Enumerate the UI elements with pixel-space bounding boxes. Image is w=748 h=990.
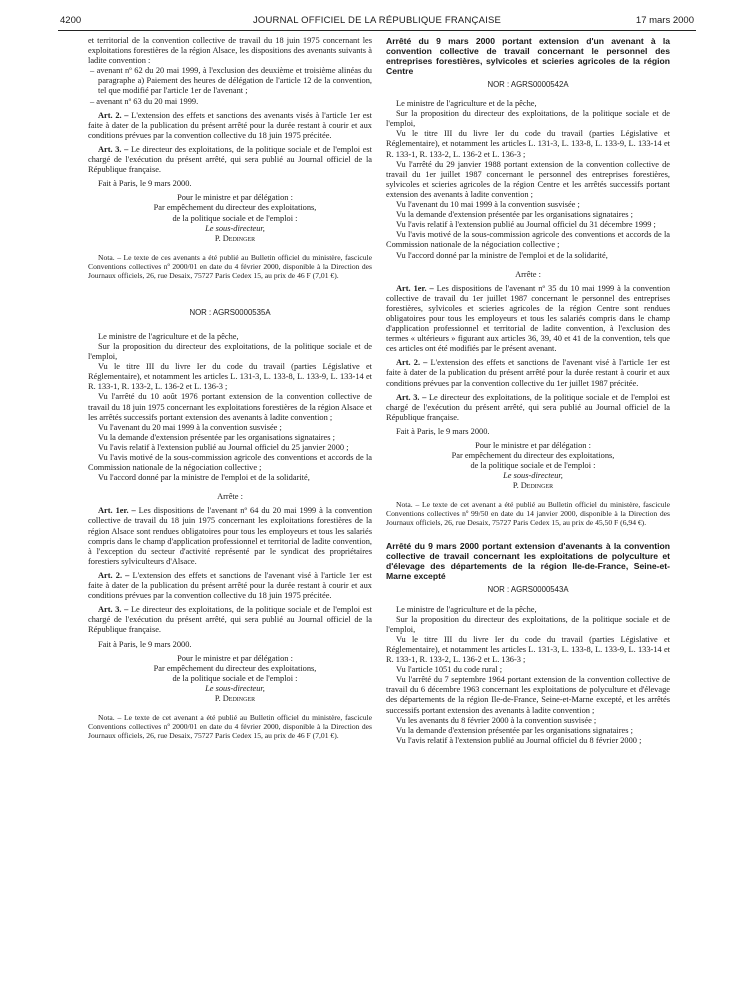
preamble: Vu l'arrêté du 10 août 1976 portant extension de la convention collective de travail du 18 juin 1975 concernant les exploitations forestières de la région Alsace et les arrêtés successifs portant extension des avenants à ladite convention ; <box>88 392 372 422</box>
preamble: Vu l'avis relatif à l'extension publié au Journal officiel du 25 janvier 2000 ; <box>98 442 349 452</box>
preamble-minister: Le ministre de l'agriculture et de la pêche, <box>98 331 239 341</box>
signature-block: Pour le ministre et par délégation : Par empêchement du directeur des exploitations, de la politique sociale et de l'emploi : Le sous-directeur, P. Dedinger <box>153 193 317 243</box>
header-rule <box>58 30 696 31</box>
preamble: Vu la demande d'extension présentée par les organisations signataires ; <box>396 210 633 220</box>
article-2: Art. 2. – L'extension des effets et sanctions de l'avenant visé à l'article 1er est faite à dater de la publication du présent arrêté pour la durée restant à courir et aux conditions prévues par la convention collective du 18 juin 1975 précitée. <box>88 570 372 601</box>
article-1: Art. 1er. – Les dispositions de l'avenant nº 64 du 20 mai 1999 à la convention collective de travail du 18 juin 1975 concernant les exploitations forestières de la région Alsace sont rendues obligatoires pour tous les employeurs et tous les salariés compris dans le champ d'application professionnel et territorial de ladite convention, à l'exception du secteur d'activité représenté par le syndicat des propriétaires forestiers sylviculteurs d'Alsace. <box>88 506 373 566</box>
preamble: Vu l'avenant du 10 mai 1999 à la convention susvisée ; <box>396 200 580 210</box>
preamble: Vu l'arrêté du 29 janvier 1988 portant extension de la convention collective de travail du 1er juillet 1987 concernant le personnel des entreprises forestières, sylvicoles et scieries agricoles de la région Centre et les arrêtés successifs portant extension des avenants à ladite convention ; <box>386 159 670 199</box>
article-2: Art. 2. – L'extension des effets et sanctions de l'avenant visé à l'article 1er est faite à dater de la publication du présent arrêté pour la durée restant à courir et aux conditions prévues par la convention collective du 1er juillet 1987 précitée. <box>386 358 670 388</box>
preamble: Vu les avenants du 8 février 2000 à la convention susvisée ; <box>396 715 597 725</box>
preamble: Vu la demande d'extension présentée par les organisations signataires ; <box>98 432 335 442</box>
nota: Nota. – Le texte de cet avenant a été publié au Bulletin officiel du ministère, fascicule Conventions collectives nº 2000/01 en date du 4 février 2000, disponible à la Direction des Journaux officiels, 26, rue Desaix, 75727 Paris Cedex 15, au prix de 46 F (7,01 €). <box>88 713 372 741</box>
right-column <box>386 36 670 746</box>
amendment-item: – avenant nº 63 du 20 mai 1999. <box>90 96 199 106</box>
nor-reference: NOR : AGRS0000542A <box>487 80 569 89</box>
article-3: Art. 3. – Le directeur des exploitations, de la politique sociale et de l'emploi est chargé de l'exécution du présent arrêté, qui sera publié au Journal officiel de la République française. <box>88 605 372 635</box>
preamble: Sur la proposition du directeur des exploitations, de la politique sociale et de l'emploi, <box>386 109 670 129</box>
issue-date: 17 mars 2000 <box>635 15 694 26</box>
preamble: Vu l'avenant du 20 mai 1999 à la convention susvisée ; <box>98 422 282 432</box>
preamble: Vu l'article 1051 du code rural ; <box>396 665 503 675</box>
preamble-minister: Le ministre de l'agriculture et de la pêche, <box>396 604 537 614</box>
page-header <box>60 15 694 31</box>
preamble: Vu l'avis motivé de la sous-commission agricole des conventions et accords de la Commission nationale de la négociation collective ; <box>88 453 372 473</box>
preamble: Sur la proposition du directeur des exploitations, de la politique sociale et de l'emploi, <box>88 341 372 362</box>
nota: Nota. – Le texte de cet avenant a été publié au Bulletin officiel du ministère, fascicule Conventions collectives nº 99/50 en date du 14 janvier 2000, disponible à la Direction des Journaux officiels, 26, rue Desaix, 75727 Paris Cedex 15, au prix de 45,50 F (6,94 €). <box>386 500 670 528</box>
arrete-heading: Arrête : <box>515 269 541 279</box>
signature-block: Pour le ministre et par délégation : Par empêchement du directeur des exploitations, de la politique sociale et de l'emploi : Le sous-directeur, P. Dedinger <box>153 653 317 703</box>
signature-place-date: Fait à Paris, le 9 mars 2000. <box>396 426 490 436</box>
preamble: Vu l'avis relatif à l'extension publié au Journal officiel du 31 décembre 1999 ; <box>396 220 656 230</box>
intro-paragraph: et territorial de la convention collective de travail du 18 juin 1975 concernant les exploitations forestières de la région Alsace, les dispositions des avenants suivants à ladite convention : <box>88 36 372 66</box>
signature-place-date: Fait à Paris, le 9 mars 2000. <box>98 639 192 649</box>
nota: Nota. – Le texte de ces avenants a été publié au Bulletin officiel du ministère, fascicule Conventions collectives nº 2000/01 en date du 4 février 2000, disponible à la Direction des Journaux officiels, 26, rue Desaix, 75727 Paris Cedex 15, au prix de 46 F (7,01 €). <box>88 252 372 280</box>
article-3: Art. 3. – Le directeur des exploitations, de la politique sociale et de l'emploi est chargé de l'exécution du présent arrêté, qui sera publié au Journal officiel de la République française. <box>88 144 372 175</box>
article-2: Art. 2. – L'extension des effets et sanctions des avenants visés à l'article 1er est faite à dater de la publication du présent arrêté pour la durée restant à courir et aux conditions prévues par la convention collective du 18 juin 1975 précitée. <box>88 110 373 140</box>
decree-title: Arrêté du 9 mars 2000 portant extension d'avenants à la convention collective de travail concernant les exploitations de polyculture et d'élevage des départements de la région Ile-de-France, Seine-et-Marne excepté <box>386 541 670 582</box>
preamble: Vu l'avis relatif à l'extension publié au Journal officiel du 8 février 2000 ; <box>396 735 642 745</box>
preamble: Vu l'arrêté du 7 septembre 1964 portant extension de la convention collective de travail du 6 décembre 1963 concernant les exploitations de polyculture et d'élevage des départements de la région Ile-de-France, Seine-et-Marne excepté, et les arrêtés successifs portant extension des avenants à ladite convention ; <box>386 675 670 715</box>
preamble: Vu le titre III du livre Ier du code du travail (parties Législative et Réglementaire), et notamment les articles L. 131-3, L. 133-8, L. 133-9, L. 133-14 et R. 133-1, R. 133-2, L. 136-2 et L. 136-3 ; <box>386 129 670 159</box>
signature-place-date: Fait à Paris, le 9 mars 2000. <box>98 179 192 189</box>
signature-block: Pour le ministre et par délégation : Par empêchement du directeur des exploitations, de la politique sociale et de l'emploi : Le sous-directeur, P. Dedinger <box>451 441 615 491</box>
left-column <box>88 36 372 740</box>
preamble: Vu l'accord donné par la ministre de l'emploi et de la solidarité, <box>396 250 608 260</box>
amendment-item: – avenant nº 62 du 20 mai 1999, à l'exclusion des deuxième et troisième alinéas du paragraphe a) Paiement des heures de délégation de l'article 12 de la convention, tel que modifié par l'article 1er de l'avenant ; <box>90 66 372 96</box>
preamble: Sur la proposition du directeur des exploitations, de la politique sociale et de l'emploi, <box>386 614 670 634</box>
arrete-heading: Arrête : <box>217 492 243 502</box>
nor-reference: NOR : AGRS0000535A <box>189 307 271 317</box>
preamble: Vu l'avis motivé de la sous-commission agricole des conventions et accords de la Commission nationale de la négociation collective ; <box>386 230 670 250</box>
preamble: Vu l'accord donné par la ministre de l'emploi et de la solidarité, <box>98 473 310 483</box>
article-3: Art. 3. – Le directeur des exploitations, de la politique sociale et de l'emploi est chargé de l'exécution du présent arrêté, qui sera publié au Journal officiel de la République française. <box>386 392 670 422</box>
journal-title: JOURNAL OFFICIEL DE LA RÉPUBLIQUE FRANÇAISE <box>252 15 502 26</box>
nor-reference: NOR : AGRS0000543A <box>487 585 569 595</box>
preamble-minister: Le ministre de l'agriculture et de la pêche, <box>396 99 537 109</box>
preamble: Vu le titre III du livre Ier du code du travail (parties Législative et Réglementaire), et notamment les articles L. 131-3, L. 133-8, L. 133-9, L. 133-14 et R. 133-1, R. 133-2, L. 136-2 et L. 136-3 ; <box>386 634 670 665</box>
article-1: Art. 1er. – Les dispositions de l'avenant nº 35 du 10 mai 1999 à la convention collective de travail du 1er juillet 1987 concernant le personnel des entreprises forestières, sylvicoles et scieries agricoles de la région Centre sont rendues obligatoires pour tous les employeurs et tous les salariés compris dans le champ d'application professionnel et territorial de ladite convention, à l'exclusion des termes « ultérieurs » figurant aux articles 36, 39, 40 et 41 de la convention, tels que ces articles ont été modifiés par le présent avenant. <box>386 283 671 354</box>
decree-title: Arrêté du 9 mars 2000 portant extension d'un avenant à la convention collective de travail concernant le personnel des entreprises forestières, sylvicoles et scieries agricoles de la région Centre <box>386 36 670 76</box>
preamble: Vu la demande d'extension présentée par les organisations signataires ; <box>396 725 633 735</box>
preamble: Vu le titre III du livre Ier du code du travail (parties Législative et Réglementaire), et notamment les articles L. 131-3, L. 133-8, L. 133-9, L. 133-14 et R. 133-1, R. 133-2, L. 136-2 et L. 136-3 ; <box>88 362 372 392</box>
page-number: 4200 <box>60 15 82 26</box>
